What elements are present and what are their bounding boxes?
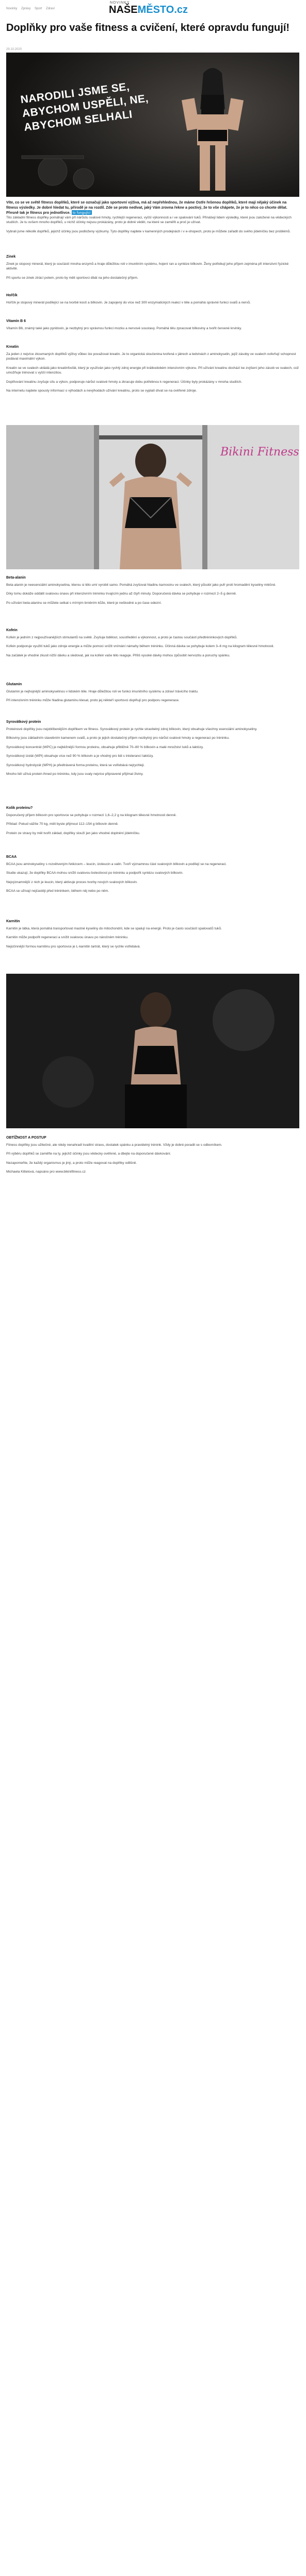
article-photo bbox=[6, 425, 299, 569]
paragraph: Karnitin může podpořit regeneraci a snížit svalovou únavu po náročném tréninku. bbox=[6, 936, 128, 940]
logo-word: MĚSTO bbox=[137, 4, 174, 15]
hero-image bbox=[6, 53, 299, 197]
article-title: Doplňky pro vaše fitness a cvičení, které opravdu fungují! bbox=[6, 22, 290, 33]
lead-text: Víte, co se ve světě fitness doplňků, které se označují jako sportovní výživa, má až nepřehlednou, že máme Ostře řešenou doplňků, které mají nějaký účinek na fitness výsledky. Je dobré hledat tu, přírodě je na rozdíl. Zde se proto nedívat, jaký Vám zrovna řekne a poctivý, že to vše chápete, že je to něco co chcete dělat. Přesně tak je fitness pro jednotlivce. bbox=[6, 200, 287, 215]
portrait-photo bbox=[6, 974, 299, 1128]
article-date: 29.10.2020 bbox=[6, 48, 22, 51]
paragraph: Syrovátkový hydrolyzát (WPH) je předtrávená forma proteinu, která se vstřebává nejrychleji. bbox=[6, 763, 145, 767]
site-logo[interactable] bbox=[109, 1, 188, 16]
paragraph: Nejvýznamnější z nich je leucin, který aktivuje proces tvorby nových svalových bílkovin. bbox=[6, 880, 138, 884]
paragraph: Nejúčinnější formou karnitinu pro sportovce je L-karnitin tartrát, který se rychle vstřebává. bbox=[6, 944, 141, 948]
site-header bbox=[0, 0, 306, 18]
paragraph: Beta-alanin je neesenciální aminokyselina, kterou si tělo umí vyrobit samo. Pomáhá zvyšovat hladinu karnosinu ve svalech, který působí jako pufr proti hromadění kyseliny mléčné. bbox=[6, 583, 277, 587]
section-whey bbox=[6, 727, 299, 781]
logo-suffix: .cz bbox=[174, 4, 188, 15]
section-beta-alanine bbox=[6, 583, 299, 609]
logo-prefix: NAŠE bbox=[109, 4, 138, 15]
section-heading: Beta-alanin bbox=[6, 576, 26, 580]
paragraph: Syrovátkový koncentrát (WPC) je nejběžnější formou proteinu, obsahuje přibližně 70–80 % bílkovin a malé množství tuků a laktózy. bbox=[6, 745, 204, 749]
paragraph: Na začátek je vhodné zkusit nižší dávku a sledovat, jak na kofein vaše tělo reaguje. Příliš vysoké dávky mohou způsobit nervozitu a poruchy spánku. bbox=[6, 653, 230, 657]
section-heading: Kofein bbox=[6, 629, 18, 632]
paragraph: Doplňování kreatinu zvyšuje sílu a výkon, podporuje nárůst svalové hmoty a zkracuje dobu potřebnou k regeneraci. Účinky byly prokázány v mnoha studiích. bbox=[6, 380, 243, 384]
section-creatine bbox=[6, 352, 299, 397]
section-protein-amount bbox=[6, 813, 299, 840]
section-heading: Glutamin bbox=[6, 683, 22, 686]
hero-slogan: NARODILI JSME SE, ABYCHOM USPĚLI, NE, ABYCHOM SELHALI bbox=[20, 80, 150, 133]
logo-top: NOVINKY bbox=[110, 1, 130, 5]
top-nav bbox=[6, 7, 58, 10]
paragraph: Syrovátkový izolát (WPI) obsahuje více než 90 % bílkovin a je vhodný pro lidi s intolerancí laktózy. bbox=[6, 754, 154, 758]
paragraph: BCAA se užívají nejčastěji před tréninkem, během něj nebo po něm. bbox=[6, 889, 109, 893]
section-heading: Zinek bbox=[6, 255, 16, 259]
paragraph: Kofein je jedním z nejpoužívanějších stimulantů na světě. Zvyšuje bdělost, soustředění a výkonnost, a proto je častou součástí předtréninkových doplňků. bbox=[6, 636, 237, 639]
section-magnesium bbox=[6, 300, 299, 309]
section-conclusion bbox=[6, 1143, 299, 1179]
paragraph: Zinek je stopový minerál, který je součástí mnoha enzymů a hraje důležitou roli v imunitním systému, hojení ran a syntéze bílkovin. Ženy potřebují jeho příjem zejména při intenzivní fyzické aktivitě. bbox=[6, 262, 289, 271]
nav-item[interactable]: Zdraví bbox=[46, 7, 55, 10]
paragraph: Fitness doplňky jsou užitečné, ale nikdy nenahradí kvalitní stravu, dostatek spánku a pravidelný trénink. Vždy je dobré poradit se s odborníkem. bbox=[6, 1143, 222, 1147]
paragraph: Díky tomu dokáže oddálit svalovou únavu při intenzivním tréninku trvajícím jednu až čtyři minuty. Doporučená dávka se pohybuje v rozmezí 2–5 g denně. bbox=[6, 592, 237, 596]
article-lead bbox=[6, 200, 299, 215]
lead-tag[interactable]: to fungující bbox=[72, 210, 91, 215]
paragraph: Při intenzivním tréninku může hladina glutaminu klesat, proto jej někteří sportovci doplňují pro podporu regenerace. bbox=[6, 699, 180, 703]
paragraph: Karnitin je látka, která pomáhá transportovat mastné kyseliny do mitochondrií, kde se spalují na energii. Proto je často součástí spalovačů tuků. bbox=[6, 927, 222, 930]
section-heading: Karnitin bbox=[6, 920, 20, 923]
paragraph: Proteinové doplňky jsou nejoblíbenějším doplňkem ve fitness. Syrovátkový protein je rychle stravitelný zdroj bílkovin, který obsahuje všechny esenciální aminokyseliny. bbox=[6, 727, 257, 731]
paragraph: Po užívání beta-alaninu se můžete setkat s mírným brněním kůže, které je neškodné a po čase odezní. bbox=[6, 601, 162, 605]
section-carnitine bbox=[6, 926, 299, 953]
paragraph: Na internetu najdete spousty informací o výhodách a nevýhodách užívání kreatinu, proto se vyplatí dívat se na ověřené zdroje. bbox=[6, 389, 197, 393]
paragraph: Mnoho lidí užívá protein ihned po tréninku, kdy jsou svaly nejvíce připravené přijímat živiny. bbox=[6, 772, 143, 776]
paragraph: Tito základní fitness doplňky pomáhají vám při nárůstu svalové hmoty, rychlejší regeneraci, vyšší výkonnosti a i ve spalování tuků. Přinášejí lidem výsledky, které jsou založené na vědeckých studiích. Je tu ovšem mnoho doplňků, u nichž účinky nejsou prokázány, proto je dobré vědět, na které se zaměřit a proč je užívat. bbox=[6, 216, 292, 225]
logo-main bbox=[109, 5, 188, 15]
paragraph: Nezapomeňte, že každý organismus je jiný, a proto může reagovat na doplňky odlišně. bbox=[6, 1161, 137, 1165]
section-heading: Kreatin bbox=[6, 345, 19, 349]
section-heading: Hořčík bbox=[6, 294, 18, 297]
section-intro bbox=[6, 215, 299, 238]
paragraph: Vitamín B6, známý také jako pyridoxin, je nezbytný pro správnou funkci mozku a nervové soustavy. Pomáhá tělu zpracovat bílkoviny a tvořit červené krvinky. bbox=[6, 327, 242, 330]
section-heading: Vitamín B 6 bbox=[6, 319, 26, 323]
paragraph: Kreatin se ve svalech ukládá jako kreatinfosfát, který je využíván jako rychlý zdroj energie při krátkodobém intenzivním výkonu. Při užívání kreatinu dochází ke zvýšení jeho zásob ve svalech, což umožňuje trénovat s vyšší intenzitou. bbox=[6, 366, 299, 375]
section-heading: Syrovátkový protein bbox=[6, 720, 41, 724]
paragraph: Při výběru doplňků se zaměřte na ty, jejichž účinky jsou vědecky ověřené, a dbejte na doporučené dávkování. bbox=[6, 1152, 171, 1156]
section-heading: Kolik proteinu? bbox=[6, 806, 33, 810]
paragraph: BCAA jsou aminokyseliny s rozvětveným řetězcem – leucin, izoleucin a valin. Tvoří významnou část svalových bílkovin a podílejí se na regeneraci. bbox=[6, 862, 227, 866]
nav-item[interactable]: Novinky bbox=[6, 7, 18, 10]
paragraph: Bílkoviny jsou základním stavebním kamenem svalů, a proto je jejich dostatečný příjem nezbytný pro nárůst svalové hmoty a regeneraci po tréninku. bbox=[6, 736, 230, 740]
section-bcaa bbox=[6, 862, 299, 898]
paragraph: Doporučený příjem bílkovin pro sportovce se pohybuje v rozmezí 1,6–2,2 g na kilogram tělesné hmotnosti denně. bbox=[6, 814, 177, 817]
section-heading: OBTÍŽNOST A POSTUP bbox=[6, 1136, 46, 1140]
section-caffeine bbox=[6, 635, 299, 662]
article-photo bbox=[6, 974, 299, 1128]
section-zinc bbox=[6, 262, 299, 284]
section-heading: BCAA bbox=[6, 855, 17, 859]
paragraph: Za jeden z nejvíce zkoumaných doplňků výživy vůbec lze považovat kreatin. Je to organická sloučenina tvořená v játrech a ledvinách z aminokyselin, jejíž zásoby ve svalech ovlivňují schopnost podávat maximální výkon. bbox=[6, 352, 296, 361]
paragraph: Příklad: Pokud vážíte 70 kg, měli byste přijmout 112–154 g bílkovin denně. bbox=[6, 822, 119, 826]
paragraph: Hořčík je stopový minerál podílející se na tvorbě kostí a bílkovin. Je zapojený do více než 300 enzymatických reakcí v těle a pomáhá správné funkci svalů a nervů. bbox=[6, 301, 251, 304]
paragraph: Kofein podporuje využití tuků jako zdroje energie a může pomoci snížit vnímání námahy během tréninku. Účinná dávka se pohybuje kolem 3–6 mg na kilogram tělesné hmotnosti. bbox=[6, 645, 275, 649]
section-b6 bbox=[6, 326, 299, 335]
nav-item[interactable]: Sport bbox=[35, 7, 42, 10]
nav-item[interactable]: Zprávy bbox=[21, 7, 31, 10]
section-glutamine bbox=[6, 689, 299, 707]
paragraph: Studie ukazují, že doplňky BCAA mohou snížit svalovou bolestivost po tréninku a podpořit syntézu svalových bílkovin. bbox=[6, 871, 184, 875]
paragraph: Vybrali jsme několik doplňků, jejichž účinky jsou podloženy výzkumy. Tyto doplňky najdete v kamenných prodejnách i v e-shopech, proto je můžete zařadit do svého jídelníčku bez problémů. bbox=[6, 229, 291, 233]
paragraph: Glutamin je nejhojnější aminokyselinou v lidském těle. Hraje důležitou roli ve funkci imunitního systému a zdraví trávicího traktu. bbox=[6, 690, 199, 693]
paragraph: Protein ze stravy by měl tvořit základ, doplňky slouží jen jako vhodné doplnění jídelníčku. bbox=[6, 831, 140, 835]
paragraph: Při sportu se zinek ztrácí potem, proto by měli sportovci dbát na jeho dostatečný příjem. bbox=[6, 276, 138, 280]
photo-watermark: Bikini Fitness bbox=[220, 446, 299, 459]
author-line: Michaela Kittelová, napsáno pro www.bikinifitness.cz bbox=[6, 1170, 86, 1174]
